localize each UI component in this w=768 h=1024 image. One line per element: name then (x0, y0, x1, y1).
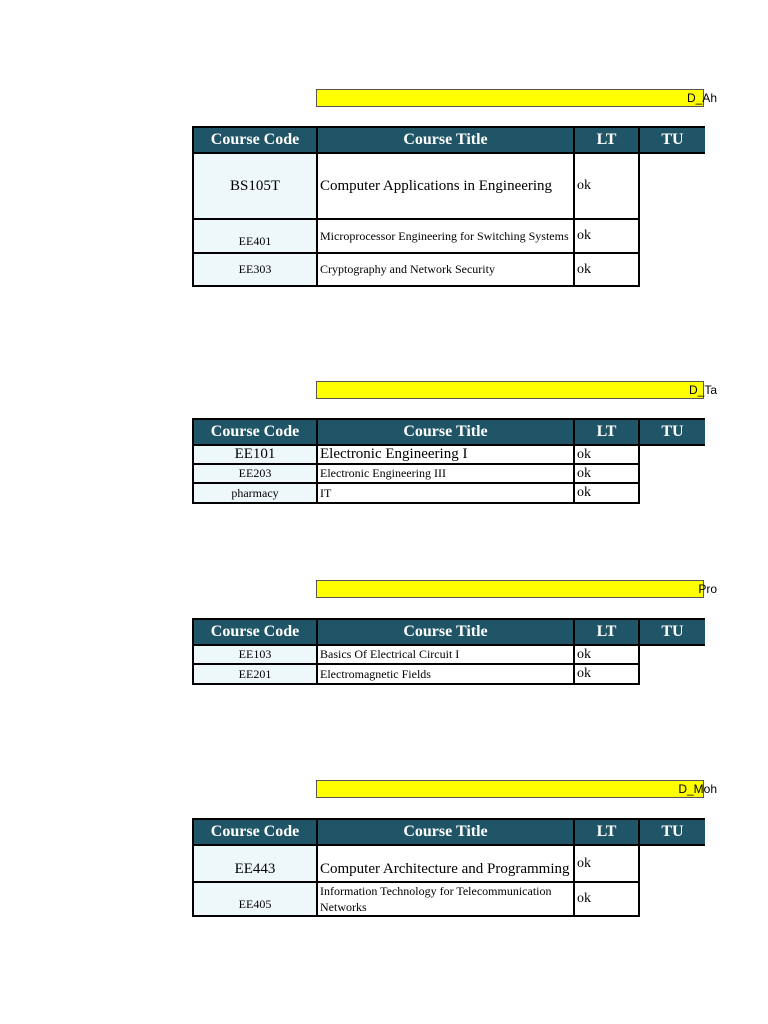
tu-cell (639, 483, 705, 503)
section-4-banner (316, 780, 717, 798)
lt-cell: ok (574, 483, 639, 503)
section-3-banner-text: Pro (698, 582, 717, 596)
course-title-cell: Computer Architecture and Programming (317, 845, 574, 882)
tu-cell (639, 845, 705, 882)
table-row (193, 483, 705, 503)
header-tu: TU (639, 819, 705, 845)
course-title-cell: IT (317, 483, 574, 503)
header-tu: TU (639, 127, 705, 153)
course-title-cell: Microprocessor Engineering for Switching Systems (317, 219, 574, 253)
course-title-cell: Information Technology for Telecommunication Networks (317, 882, 574, 916)
tu-cell (639, 645, 705, 664)
table-row (193, 153, 705, 219)
header-course-title: Course Title (317, 819, 574, 845)
course-title-cell: Electronic Engineering III (317, 464, 574, 483)
course-code-cell: EE201 (193, 664, 317, 684)
lt-cell: ok (574, 882, 639, 916)
tu-cell (639, 445, 705, 464)
course-code-cell: EE405 (193, 882, 317, 916)
course-table-1 (192, 126, 705, 287)
table-header-row (193, 619, 705, 645)
course-title-cell: Computer Applications in Engineering (317, 153, 574, 219)
header-lt: LT (574, 419, 639, 445)
header-course-title: Course Title (317, 419, 574, 445)
table-row (193, 445, 705, 464)
tu-cell (639, 882, 705, 916)
header-lt: LT (574, 127, 639, 153)
table-row (193, 882, 705, 916)
header-lt: LT (574, 819, 639, 845)
header-course-code: Course Code (193, 619, 317, 645)
header-course-code: Course Code (193, 419, 317, 445)
lt-cell: ok (574, 845, 639, 882)
table-row (193, 845, 705, 882)
table-row (193, 464, 705, 483)
course-table-2 (192, 418, 705, 504)
tu-cell (639, 253, 705, 286)
tu-cell (639, 664, 705, 684)
lt-cell: ok (574, 219, 639, 253)
section-4-banner-text: D_Moh (678, 782, 717, 796)
course-code-cell: EE103 (193, 645, 317, 664)
table-row (193, 219, 705, 253)
section-1-banner-text: D_Ah (686, 91, 717, 105)
course-table-3 (192, 618, 705, 685)
course-title-cell: Basics Of Electrical Circuit I (317, 645, 574, 664)
header-course-title: Course Title (317, 619, 574, 645)
course-title-cell: Cryptography and Network Security (317, 253, 574, 286)
lt-cell: ok (574, 445, 639, 464)
header-tu: TU (639, 619, 705, 645)
section-2-banner (316, 381, 717, 399)
lt-cell: ok (574, 464, 639, 483)
course-title-cell: Electromagnetic Fields (317, 664, 574, 684)
section-3-banner (316, 580, 717, 598)
section-1-banner (316, 89, 717, 107)
course-code-cell: pharmacy (193, 483, 317, 503)
lt-cell: ok (574, 664, 639, 684)
tu-cell (639, 464, 705, 483)
course-code-cell: EE303 (193, 253, 317, 286)
lt-cell: ok (574, 153, 639, 219)
table-row (193, 664, 705, 684)
header-course-title: Course Title (317, 127, 574, 153)
course-table-4 (192, 818, 705, 917)
course-code-cell: EE443 (193, 845, 317, 882)
table-header-row (193, 419, 705, 445)
header-course-code: Course Code (193, 819, 317, 845)
table-header-row (193, 819, 705, 845)
table-row (193, 645, 705, 664)
tu-cell (639, 219, 705, 253)
course-title-cell: Electronic Engineering I (317, 445, 574, 464)
table-header-row (193, 127, 705, 153)
course-code-cell: EE401 (193, 219, 317, 253)
header-tu: TU (639, 419, 705, 445)
course-code-cell: EE101 (193, 445, 317, 464)
header-course-code: Course Code (193, 127, 317, 153)
table-row (193, 253, 705, 286)
tu-cell (639, 153, 705, 219)
course-code-cell: EE203 (193, 464, 317, 483)
lt-cell: ok (574, 645, 639, 664)
section-2-banner-text: D_Ta (688, 383, 717, 397)
course-code-cell: BS105T (193, 153, 317, 219)
lt-cell: ok (574, 253, 639, 286)
header-lt: LT (574, 619, 639, 645)
